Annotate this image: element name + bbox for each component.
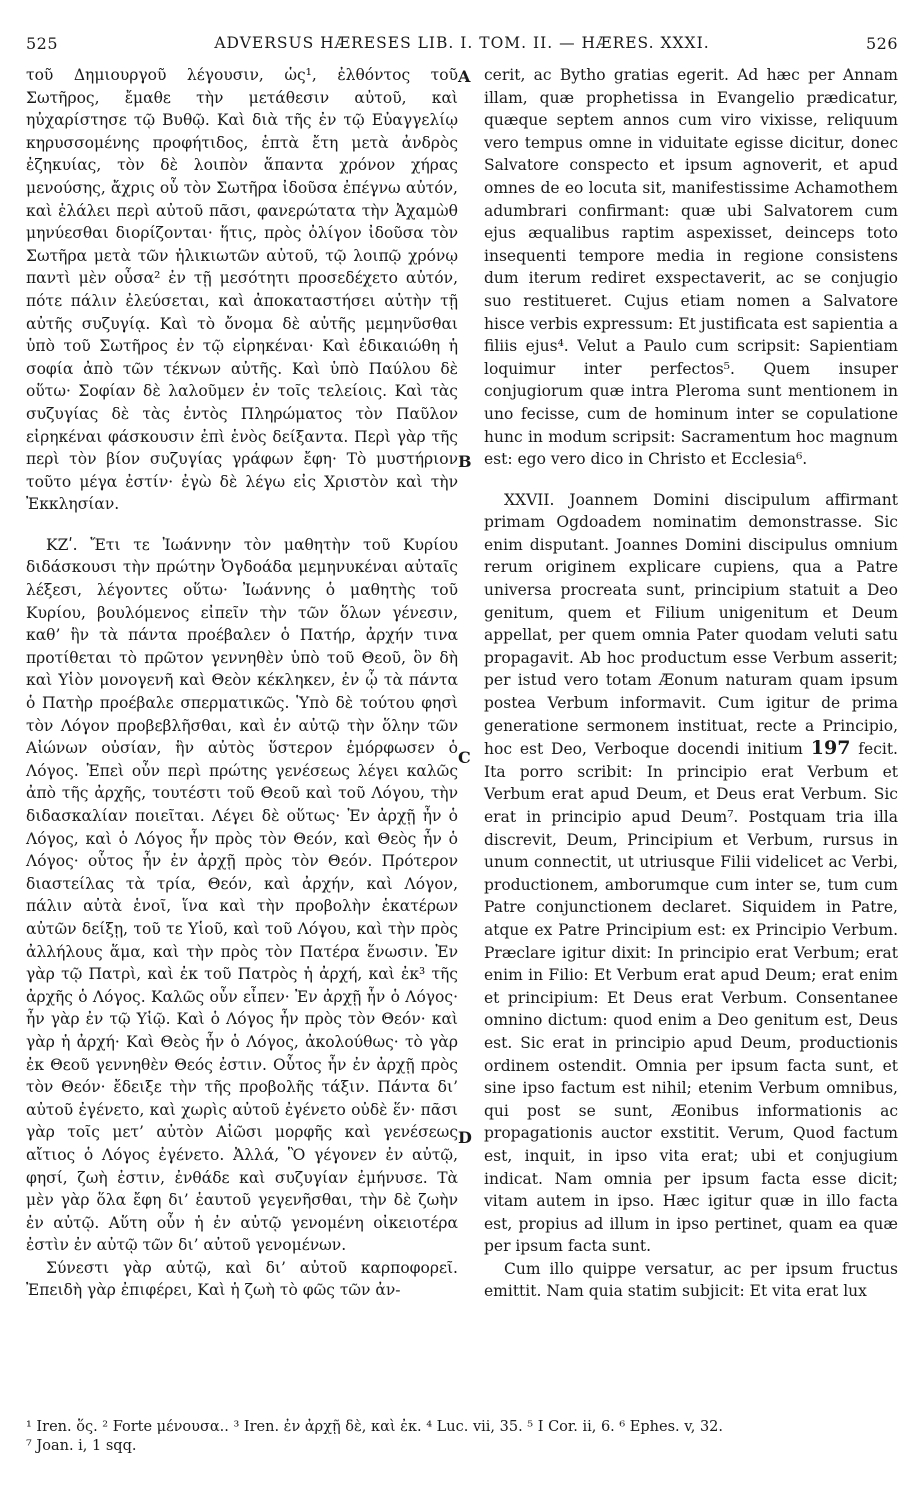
page-number-left: 525	[26, 34, 59, 53]
latin-paragraph-2-part-b: fecit. Ita porro scribit: In principio erat Verbum et Verbum erat apud Deum, et Deus erat Verbum. Sic erat in principio apud Deum⁷. Postquam tria illa discrevit, Deum, Principium et Verbum, rursus in unum connectit, ut utriusque Filii videlicet ac Verbi, productionem, amborumque cum inter se, tum cum Patre conjunctionem declaret. Siquidem in Patre, atque ex Patre Principium est: ex Principio Verbum. Præclare igitur dixit: In principio erat Verbum; erat enim in Filio: Et Verbum erat apud Deum; erat enim et principium: Et Deus erat Verbum. Consentanee omnino dictum: quod enim a Deo genitum est, Deus est. Sic erat in principio apud Deum, productionis ordinem ostendit. Omnia per ipsum facta sunt, et sine ipso factum est nihil; etenim Verbum omnibus, qui post se sunt, Æonibus informationis ac propagationis auctor exstitit. Verum, Quod factum est, inquit, in ipso vita erat; ubi et conjugium indicat. Nam omnia per ipsum facta esse dicit; vitam autem in ipso. Hæc igitur quæ in illo facta est, propius ad illum in ipso pertinet, quam ea quæ per ipsum facta sunt.	[484, 740, 898, 1256]
page-number-right: 526	[865, 34, 898, 53]
margin-letter-a: A	[458, 67, 471, 86]
latin-paragraph-2	[484, 489, 898, 1258]
edition-page-reference: 197	[810, 737, 851, 760]
footnote-line-2: ⁷ Joan. i, 1 sqq.	[26, 1438, 137, 1454]
footnotes	[26, 1418, 898, 1456]
greek-paragraph-2: ΚΖʹ. Ἔτι τε Ἰωάννην τὸν μαθητὴν τοῦ Κυρίου διδάσκουσι τὴν πρώτην Ὀγδοάδα μεμηνυκέναι αὐταῖς λέξεσι, λέγοντες οὕτω· Ἰωάννης ὁ μαθητὴς τοῦ Κυρίου, βουλόμενος εἰπεῖν τὴν τῶν ὅλων γένεσιν, καθ’ ἣν τὰ πάντα προέβαλεν ὁ Πατήρ, ἀρχήν τινα προτίθεται τὸ πρῶτον γεννηθὲν ὑπὸ τοῦ Θεοῦ, ὃν δὴ καὶ Υἱὸν μονογενῆ καὶ Θεὸν κέκληκεν, ἐν ᾧ τὰ πάντα ὁ Πατὴρ προέβαλε σπερματικῶς. Ὑπὸ δὲ τούτου φησὶ τὸν Λόγον προβεβλῆσθαι, καὶ ἐν αὐτῷ τὴν ὅλην τῶν Αἰώνων οὐσίαν, ἣν αὐτὸς ὕστερον ἐμόρφωσεν ὁ Λόγος. Ἐπεὶ οὖν περὶ πρώτης γενέσεως λέγει καλῶς ἀπὸ τῆς ἀρχῆς, τουτέστι τοῦ Θεοῦ καὶ τοῦ Λόγου, τὴν διδασκαλίαν ποιεῖται. Λέγει δὲ οὕτως· Ἐν ἀρχῇ ἦν ὁ Λόγος, καὶ ὁ Λόγος ἦν πρὸς τὸν Θεόν, καὶ Θεὸς ἦν ὁ Λόγος· οὗτος ἦν ἐν ἀρχῇ πρὸς τὸν Θεόν. Πρότερον διαστείλας τὰ τρία, Θεόν, καὶ ἀρχήν, καὶ Λόγον, πάλιν αὐτὰ ἑνοῖ, ἵνα καὶ τὴν προβολὴν ἑκατέρων αὐτῶν δείξῃ, τοῦ τε Υἱοῦ, καὶ τοῦ Λόγου, καὶ τὴν πρὸς ἀλλήλους ἅμα, καὶ τὴν πρὸς τὸν Πατέρα ἕνωσιν. Ἐν γὰρ τῷ Πατρὶ, καὶ ἐκ τοῦ Πατρὸς ἡ ἀρχή, καὶ ἐκ³ τῆς ἀρχῆς ὁ Λόγος. Καλῶς οὖν εἶπεν· Ἐν ἀρχῇ ἦν ὁ Λόγος· ἦν γὰρ ἐν τῷ Υἱῷ. Καὶ ὁ Λόγος ἦν πρὸς τὸν Θεόν· καὶ γὰρ ἡ ἀρχή· Καὶ Θεὸς ἦν ὁ Λόγος, ἀκολούθως· τὸ γὰρ ἐκ Θεοῦ γεννηθὲν Θεός ἐστιν. Οὗτος ἦν ἐν ἀρχῇ πρὸς τὸν Θεόν· ἔδειξε τὴν τῆς προβολῆς τάξιν. Πάντα δι’ αὐτοῦ ἐγένετο, καὶ χωρὶς αὐτοῦ ἐγένετο οὐδὲ ἕν· πᾶσι γὰρ τοῖς μετ’ αὐτὸν Αἰῶσι μορφῆς καὶ γενέσεως αἴτιος ὁ Λόγος ἐγένετο. Ἀλλά, Ὃ γέγονεν ἐν αὐτῷ, φησί, ζωὴ ἐστιν, ἐνθάδε καὶ συζυγίαν ἐμήνυσε. Τὰ μὲν γὰρ ὅλα ἔφη δι’ ἑαυτοῦ γεγενῆσθαι, τὴν δὲ ζωὴν ἐν αὐτῷ. Αὕτη οὖν ἡ ἐν αὐτῷ γενομένη οἰκειοτέρα ἐστὶν ἐν αὐτῷ τῶν δι’ αὐτοῦ γενομένων.	[26, 535, 458, 1255]
margin-letter-c: C	[458, 748, 471, 767]
margin-letter-b: B	[458, 452, 472, 471]
greek-paragraph-3: Σύνεστι γὰρ αὐτῷ, καὶ δι’ αὐτοῦ καρποφορεῖ. Ἐπειδὴ γὰρ ἐπιφέρει, Καὶ ἡ ζωὴ τὸ φῶς τῶν ἀν-	[26, 1258, 458, 1300]
latin-paragraph-2-part-a: XXVII. Joannem Domini discipulum affirmant primam Ogdoadem nominatim demonstrasse. Sic enim disputant. Joannes Domini discipulus omnium rerum originem explicare cupiens, qua a Patre universa procreata sunt, principium statuit a Deo genitum, quem et Filium unigenitum et Deum appellat, per quem omnia Pater quodam veluti satu propagavit. Ab hoc productum esse Verbum asserit; per istud vero totam Æonum naturam quam ipsum postea Verbum informavit. Cum igitur de prima generatione sermonem instituat, recte a Principio, hoc est Deo, Verboque docendi initium	[484, 490, 898, 759]
latin-column	[484, 64, 898, 1303]
greek-paragraph-1: τοῦ Δημιουργοῦ λέγουσιν, ὡς¹, ἐλθόντος τοῦ Σωτῆρος, ἔμαθε τὴν μετάθεσιν αὐτοῦ, καὶ ηὐχαρίστησε τῷ Βυθῷ. Καὶ διὰ τῆς ἐν τῷ Εὐαγγελίῳ κηρυσσομένης προφήτιδος, ἑπτὰ ἔτη μετὰ ἀνδρὸς ἐζηκυίας, τὸν δὲ λοιπὸν ἅπαντα χρόνον χήρας μενούσης, ἄχρις οὗ τὸν Σωτῆρα ἰδοῦσα ἐπέγνω αὐτόν, καὶ ἐλάλει περὶ αὐτοῦ πᾶσι, φανερώτατα τὴν Ἀχαμὼθ μηνύεσθαι διορίζονται· ἥτις, πρὸς ὀλίγον ἰδοῦσα τὸν Σωτῆρα μετὰ τῶν ἡλικιωτῶν αὐτοῦ, τῷ λοιπῷ χρόνῳ παντὶ μὲν οὖσα² ἐν τῇ μεσότητι προσεδέχετο αὐτόν, πότε πάλιν ἐλεύσεται, καὶ ἀποκαταστήσει αὐτὴν τῇ αὐτῆς συζυγίᾳ. Καὶ τὸ ὄνομα δὲ αὐτῆς μεμηνῦσθαι ὑπὸ τοῦ Σωτῆρος ἐν τῷ εἰρηκέναι· Καὶ ἐδικαιώθη ἡ σοφία ἀπὸ τῶν τέκνων αὐτῆς. Καὶ ὑπὸ Παύλου δὲ οὕτω· Σοφίαν δὲ λαλοῦμεν ἐν τοῖς τελείοις. Καὶ τὰς συζυγίας δὲ τὰς ἐντὸς Πληρώματος τὸν Παῦλον εἰρηκέναι φάσκουσιν ἐπὶ ἑνὸς δείξαντα. Περὶ γὰρ τῆς περὶ τὸν βίον συζυγίας γράφων ἔφη· Τὸ μυστήριον τοῦτο μέγα ἐστίν· ἐγὼ δὲ λέγω εἰς Χριστὸν καὶ τὴν Ἐκκλησίαν.	[26, 66, 458, 514]
running-title: ADVERSUS HÆRESES LIB. I. TOM. II. — HÆRES. XXXI.	[214, 34, 710, 52]
latin-paragraph-3: Cum illo quippe versatur, ac per ipsum fructus emittit. Nam quia statim subjicit: Et vita erat lux	[484, 1259, 898, 1301]
margin-letter-d: D	[458, 1128, 472, 1147]
running-header	[26, 34, 898, 56]
greek-column	[26, 64, 458, 1302]
latin-paragraph-1: cerit, ac Bytho gratias egerit. Ad hæc per Annam illam, quæ prophetissa in Evangelio prædicatur, quæque septem annos cum viro vixisse, reliquum vero tempus omne in viduitate egisse dicitur, donec Salvatore conspecto et ipsum agnoverit, et apud omnes de eo locuta sit, manifestissime Achamothem adumbrari confirmant: quæ ubi Salvatorem cum ejus æqualibus raptim aspexisset, deinceps toto insequenti tempore media in regione consistens dum iterum rediret exspectaverit, ac se conjugio suo restitueret. Cujus etiam nomen a Salvatore hisce verbis expressum: Et justificata est sapientia a filiis ejus⁴. Velut a Paulo cum scripsit: Sapientiam loquimur inter perfectos⁵. Quem insuper conjugiorum quæ intra Pleroma sunt mentionem in uno fecisse, cum de hominum inter se copulatione hunc in modum scripsit: Sacramentum hoc magnum est: ego vero dico in Christo et Ecclesia⁶.	[484, 66, 898, 469]
footnote-line-1: ¹ Iren. ὅς. ² Forte μένουσα.. ³ Iren. ἐν ἀρχῇ δὲ, καὶ ἐκ. ⁴ Luc. vii, 35. ⁵ I Cor. ii, 6. ⁶ Ephes. v, 32.	[26, 1419, 724, 1435]
